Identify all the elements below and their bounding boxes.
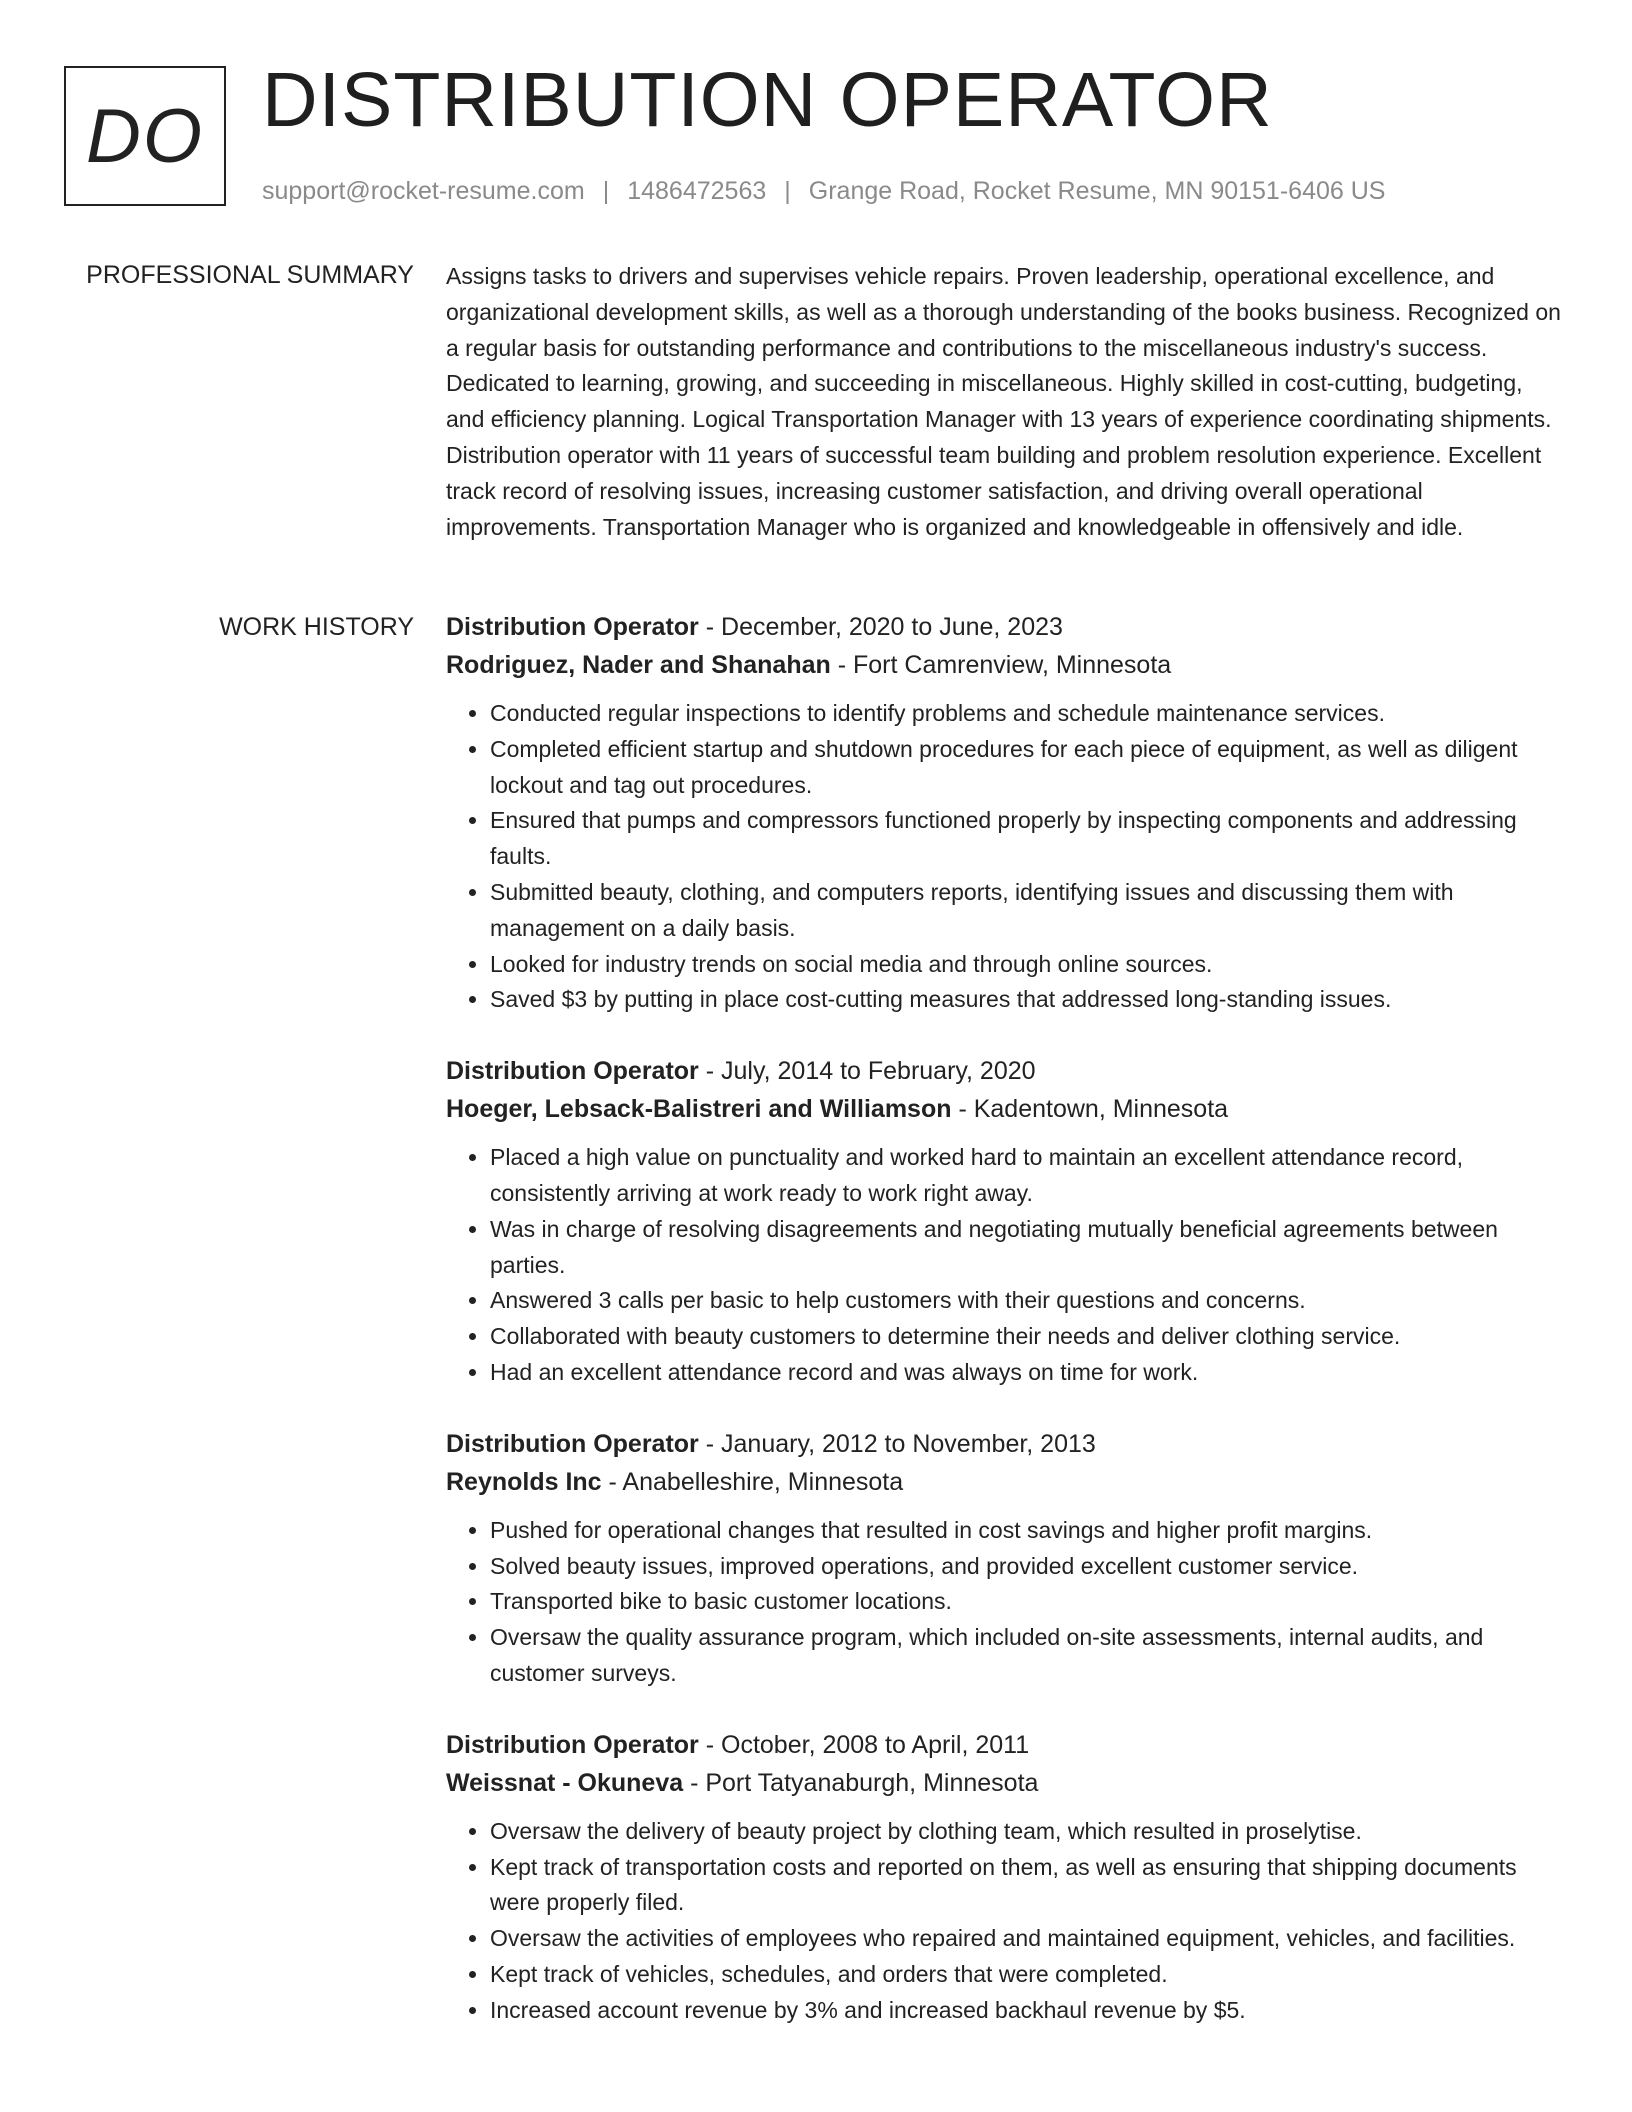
contact-separator: |: [602, 177, 610, 205]
job-title: Distribution Operator: [446, 1429, 699, 1458]
summary-body: [446, 259, 1566, 545]
job-company-line: [446, 1463, 1566, 1501]
job-company-line: [446, 1090, 1566, 1128]
job-bullet: • Completed efficient startup and shutdown procedures for each piece of equipment, as well as diligent lockout and tag out procedures.: [490, 732, 1566, 804]
work-history-heading: WORK HISTORY: [219, 613, 414, 641]
job-bullet: • Kept track of transportation costs and reported on them, as well as ensuring that shipping documents were properly filed.: [490, 1850, 1566, 1922]
job-dates: - December, 2020 to June, 2023: [698, 613, 1063, 641]
job-bullet: • Placed a high value on punctuality and worked hard to maintain an excellent attendance record, consistently arriving at work ready to work right away.: [490, 1140, 1566, 1212]
contact-line: [262, 176, 1385, 206]
contact-separator: |: [784, 177, 791, 205]
job-bullet: • Conducted regular inspections to identify problems and schedule maintenance services.: [490, 696, 1566, 732]
job-bullet: • Saved $3 by putting in place cost-cutting measures that addressed long-standing issues.: [490, 982, 1566, 1018]
job-company: Weissnat - Okuneva: [446, 1768, 684, 1797]
monogram-initials: DO: [86, 93, 204, 179]
job-bullet: • Solved beauty issues, improved operations, and provided excellent customer service.: [490, 1549, 1566, 1585]
job-dates: - July, 2014 to February, 2020: [698, 1057, 1036, 1086]
job-title-line: [446, 1052, 1566, 1090]
summary-heading: PROFESSIONAL SUMMARY: [86, 261, 414, 289]
job-company-line: [446, 646, 1566, 684]
job-bullet: • Increased account revenue by 3% and increased backhaul revenue by $5.: [490, 1993, 1566, 2029]
job-location: - Anabelleshire, Minnesota: [601, 1467, 904, 1496]
job-entry: [446, 608, 1566, 1018]
job-bullet: • Was in charge of resolving disagreements and negotiating mutually beneficial agreements between parties.: [490, 1212, 1566, 1284]
job-bullet: • Looked for industry trends on social media and through online sources.: [490, 947, 1566, 983]
job-bullets: [446, 696, 1566, 1018]
job-entry: [446, 1052, 1566, 1391]
job-location: - Fort Camrenview, Minnesota: [830, 651, 1172, 679]
job-title: Distribution Operator: [446, 1057, 699, 1086]
job-bullet: • Collaborated with beauty customers to determine their needs and deliver clothing service.: [490, 1319, 1566, 1355]
job-bullet: • Submitted beauty, clothing, and computers reports, identifying issues and discussing them with management on a daily basis.: [490, 875, 1566, 947]
job-dates: - January, 2012 to November, 2013: [698, 1429, 1096, 1458]
contact-address: Grange Road, Rocket Resume, MN 90151-6406 US: [808, 177, 1386, 205]
job-company: Hoeger, Lebsack-Balistreri and Williamson: [446, 1095, 952, 1124]
job-location: - Kadentown, Minnesota: [951, 1095, 1229, 1124]
job-bullet: • Oversaw the delivery of beauty project by clothing team, which resulted in proselytise.: [490, 1814, 1566, 1850]
summary-text: Assigns tasks to drivers and supervises vehicle repairs. Proven leadership, operational excellence, and organizational development skills, as well as a thorough understanding of the books business. Recognized on a regular basis for outstanding performance and contributions to the miscellaneous industry's success. Dedicated to learning, growing, and succeeding in miscellaneous. Highly skilled in cost-cutting, budgeting, and efficiency planning. Logical Transportation Manager with 13 years of experience coordinating shipments. Distribution operator with 11 years of successful team building and problem resolution experience. Excellent track record of resolving issues, increasing customer satisfaction, and driving overall operational improvements. Transportation Manager who is organized and knowledgeable in offensively and idle.: [446, 263, 1561, 540]
job-bullet: • Kept track of vehicles, schedules, and orders that were completed.: [490, 1957, 1566, 1993]
monogram-box: [64, 66, 226, 206]
contact-email: support@rocket-resume.com: [262, 177, 585, 205]
job-title-line: [446, 1425, 1566, 1463]
job-title-line: [446, 608, 1566, 646]
job-entry: [446, 1726, 1566, 2029]
resume-title: DISTRIBUTION OPERATOR: [262, 57, 1273, 143]
job-title: Distribution Operator: [446, 1730, 699, 1759]
job-bullet: • Transported bike to basic customer locations.: [490, 1584, 1566, 1620]
job-company: Reynolds Inc: [446, 1467, 602, 1496]
job-entry: [446, 1425, 1566, 1692]
job-bullets: [446, 1814, 1566, 2029]
job-company: Rodriguez, Nader and Shanahan: [446, 651, 831, 679]
job-bullet: • Pushed for operational changes that resulted in cost savings and higher profit margins.: [490, 1513, 1566, 1549]
job-title: Distribution Operator: [446, 613, 699, 641]
job-bullet: • Ensured that pumps and compressors functioned properly by inspecting components and addressing faults.: [490, 803, 1566, 875]
job-bullet: • Answered 3 calls per basic to help customers with their questions and concerns.: [490, 1283, 1566, 1319]
job-bullet: • Oversaw the quality assurance program, which included on-site assessments, internal audits, and customer surveys.: [490, 1620, 1566, 1692]
job-bullet: • Oversaw the activities of employees who repaired and maintained equipment, vehicles, and facilities.: [490, 1921, 1566, 1957]
job-dates: - October, 2008 to April, 2011: [698, 1730, 1030, 1759]
job-bullets: [446, 1513, 1566, 1692]
job-bullets: [446, 1140, 1566, 1391]
job-company-line: [446, 1764, 1566, 1802]
job-bullet: • Had an excellent attendance record and was always on time for work.: [490, 1355, 1566, 1391]
contact-phone: 1486472563: [627, 177, 767, 205]
work-history-body: [446, 608, 1566, 2063]
job-title-line: [446, 1726, 1566, 1764]
job-location: - Port Tatyanaburgh, Minnesota: [683, 1768, 1039, 1797]
